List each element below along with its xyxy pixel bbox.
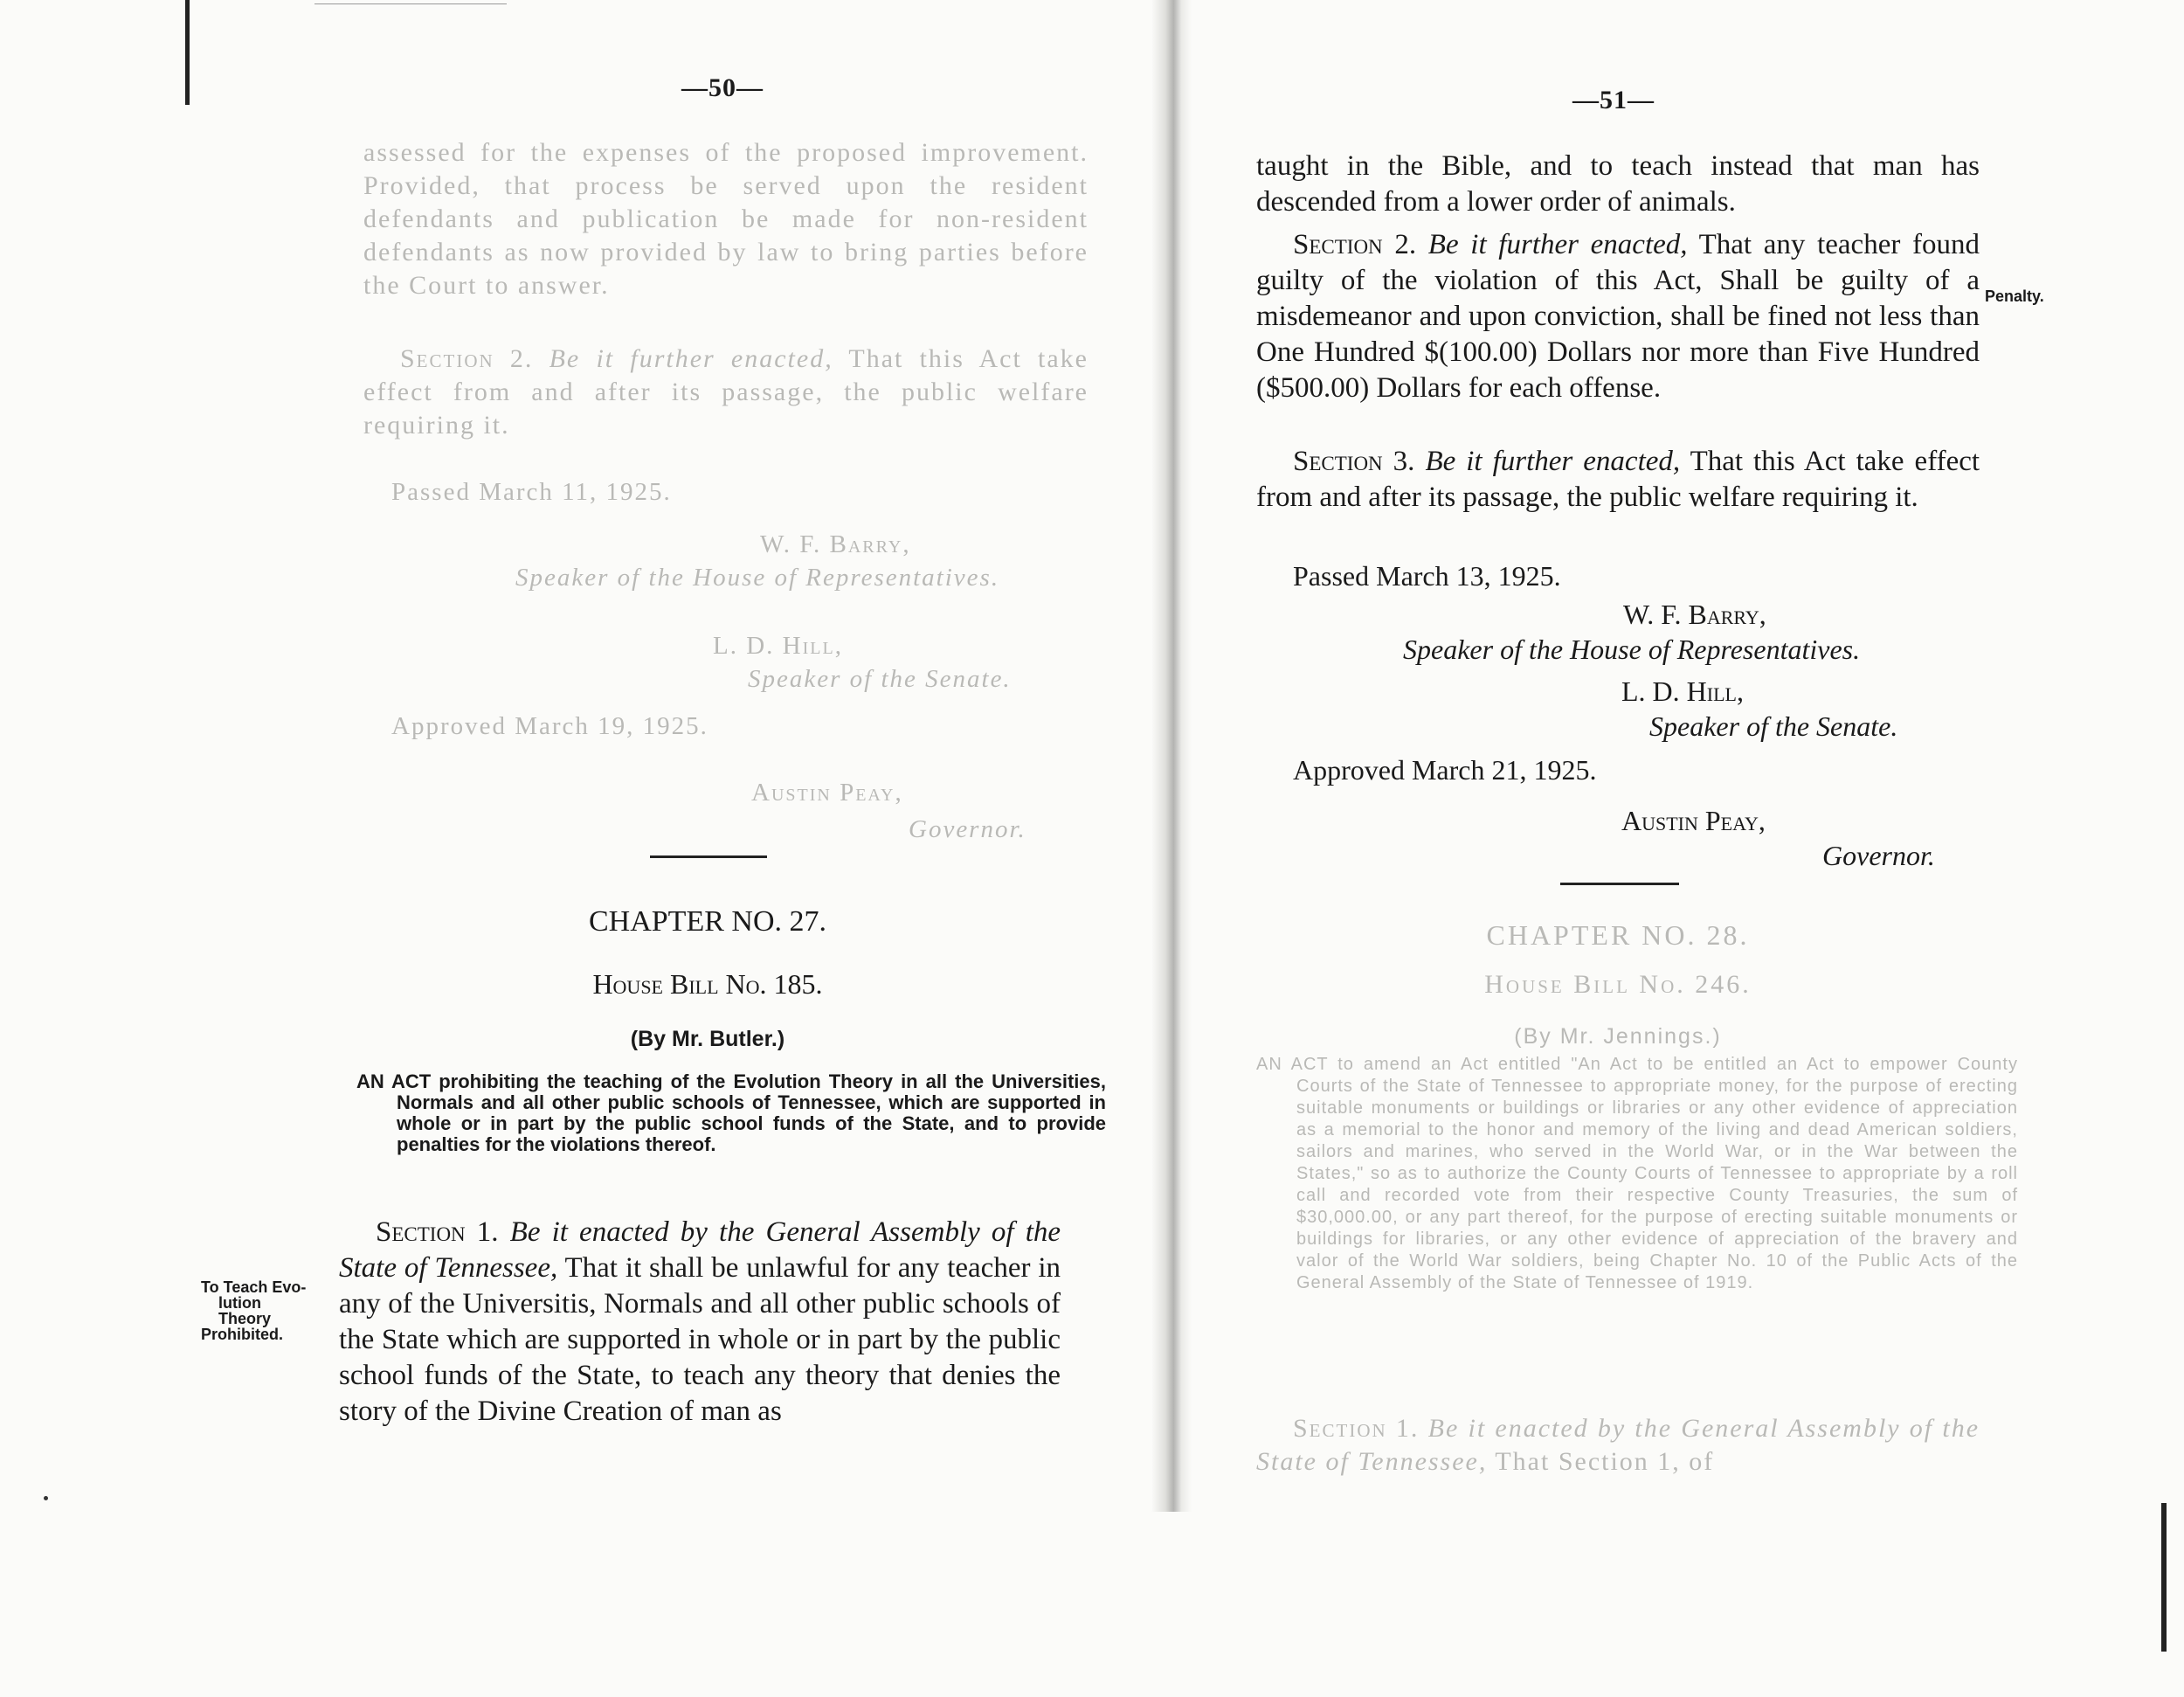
- chapter-heading: CHAPTER NO. 27.: [588, 905, 827, 938]
- page-number: —51—: [1572, 86, 1655, 114]
- act-title: AN ACT to amend an Act entitled "An Act to be entitled an Act to empower County Courts of the State of Tennessee to appropriate money, for the purpose of erecting suitable monuments or buildings or libraries or any other evidence of appreciation as a memorial to the honor and memory of the living and dead American soldiers, sailors and marines, who served in the World War, or in the War between the States," so as to authorize the County Courts of Tennessee to appropriate by a roll call and recorded vote from their respective County Treasuries, the sum of $30,000.00, or any part thereof, for the purpose of erecting suitable monuments or buildings for libraries, or any other evidence of appreciation of the bravery and valor of the World War soldiers, being Chapter No. 10 of the Public Acts of the General Assembly of the State of Tennessee of 1919.: [1256, 1055, 2018, 1292]
- speaker-senate-name: L. D. Hill,: [713, 632, 843, 660]
- section-1: [1256, 1412, 1980, 1479]
- enacting-formula: Be it further enacted,: [1425, 446, 1681, 477]
- page-number: —50—: [681, 73, 764, 102]
- enacting-formula: Be it further enacted,: [1427, 229, 1688, 260]
- approved-date: Approved March 19, 1925.: [391, 712, 708, 740]
- speaker-house-title: Speaker of the House of Representatives.: [1403, 634, 1861, 665]
- section-label: Section 3.: [1293, 446, 1415, 477]
- section-label: Section 1.: [1293, 1414, 1420, 1443]
- speaker-house-title: Speaker of the House of Representatives.: [515, 564, 1000, 592]
- section-text: That any teacher found guilty of the violation of this Act, Shall be guilty of a misdemeanor and upon conviction, shall be fined not less than One Hundred $(100.00) Dollars nor more than Five Hundred ($500.00) Dollars for each offense.: [1256, 229, 1980, 404]
- approved-date: Approved March 21, 1925.: [1293, 754, 1597, 786]
- bill-number: House Bill No. 246.: [1484, 970, 1752, 999]
- section-text: That this Act take effect from and after its passage, the public welfare requiring it.: [1256, 446, 1980, 513]
- section-label: Section 2.: [400, 344, 534, 373]
- section-label: Section 2.: [1293, 229, 1417, 260]
- prior-section-2: [363, 343, 1089, 442]
- section-label: Section 1.: [376, 1216, 499, 1248]
- passed-date: Passed March 13, 1925.: [1293, 560, 1561, 592]
- governor-title: Governor.: [1822, 840, 1935, 871]
- enacting-formula: Be it enacted by the General Assembly of the State of Tennessee,: [1256, 1414, 1980, 1476]
- act-title: AN ACT prohibiting the teaching of the Evolution Theory in all the Universities, Normals and all other public schools of Tennessee, which are supported in whole or in part by the public school funds of the State, and to provide penalties for the violations thereof.: [356, 1070, 1106, 1155]
- margin-note-penalty: Penalty.: [1985, 287, 2044, 305]
- section-1: [339, 1215, 1061, 1430]
- margin-note-evolution: To Teach Evo- lution Theory Prohibited.: [201, 1278, 307, 1343]
- passed-date: Passed March 11, 1925.: [391, 478, 672, 506]
- chapter-heading: CHAPTER NO. 28.: [1486, 919, 1750, 951]
- governor-title: Governor.: [909, 815, 1026, 843]
- governor-name: Austin Peay,: [1621, 805, 1766, 836]
- speaker-house-name: W. F. Barry,: [760, 530, 911, 558]
- enacting-formula: Be it enacted by the General Assembly of the State of Tennessee,: [339, 1216, 1061, 1284]
- speaker-senate-title: Speaker of the Senate.: [748, 665, 1012, 693]
- continuation-text: taught in the Bible, and to teach instead that man has descended from a lower order of animals.: [1256, 150, 1980, 218]
- section-text: That Section 1, of: [1495, 1447, 1715, 1476]
- section-3: [1256, 444, 1980, 516]
- section-divider: [650, 855, 767, 858]
- bill-number: House Bill No. 185.: [592, 968, 823, 1000]
- speaker-senate-title: Speaker of the Senate.: [1649, 710, 1898, 742]
- section-2: [1256, 227, 1980, 406]
- section-text: That it shall be unlawful for any teacher in any of the Universitis, Normals and all other public schools of the State which are supported in whole or in part by the public school funds of the State, to teach any theory that denies the story of the Divine Creation of man as: [339, 1252, 1061, 1427]
- sponsor-byline: (By Mr. Butler.): [630, 1027, 785, 1051]
- right-page: [1153, 0, 2184, 1697]
- governor-name: Austin Peay,: [751, 779, 903, 807]
- continuation-text: assessed for the expenses of the proposed improvement. Provided, that process be served upon the resident defendants and publication be made for non-resident defendants as now provided by law to bring parties before the Court to answer.: [363, 138, 1089, 300]
- enacting-formula: Be it further enacted,: [549, 344, 833, 373]
- speaker-senate-name: L. D. Hill,: [1621, 675, 1744, 707]
- speaker-house-name: W. F. Barry,: [1623, 599, 1766, 630]
- sponsor-byline: (By Mr. Jennings.): [1514, 1024, 1722, 1049]
- section-divider: [1560, 883, 1679, 885]
- section-text: That this Act take effect from and after its passage, the public welfare requiring it.: [363, 344, 1089, 440]
